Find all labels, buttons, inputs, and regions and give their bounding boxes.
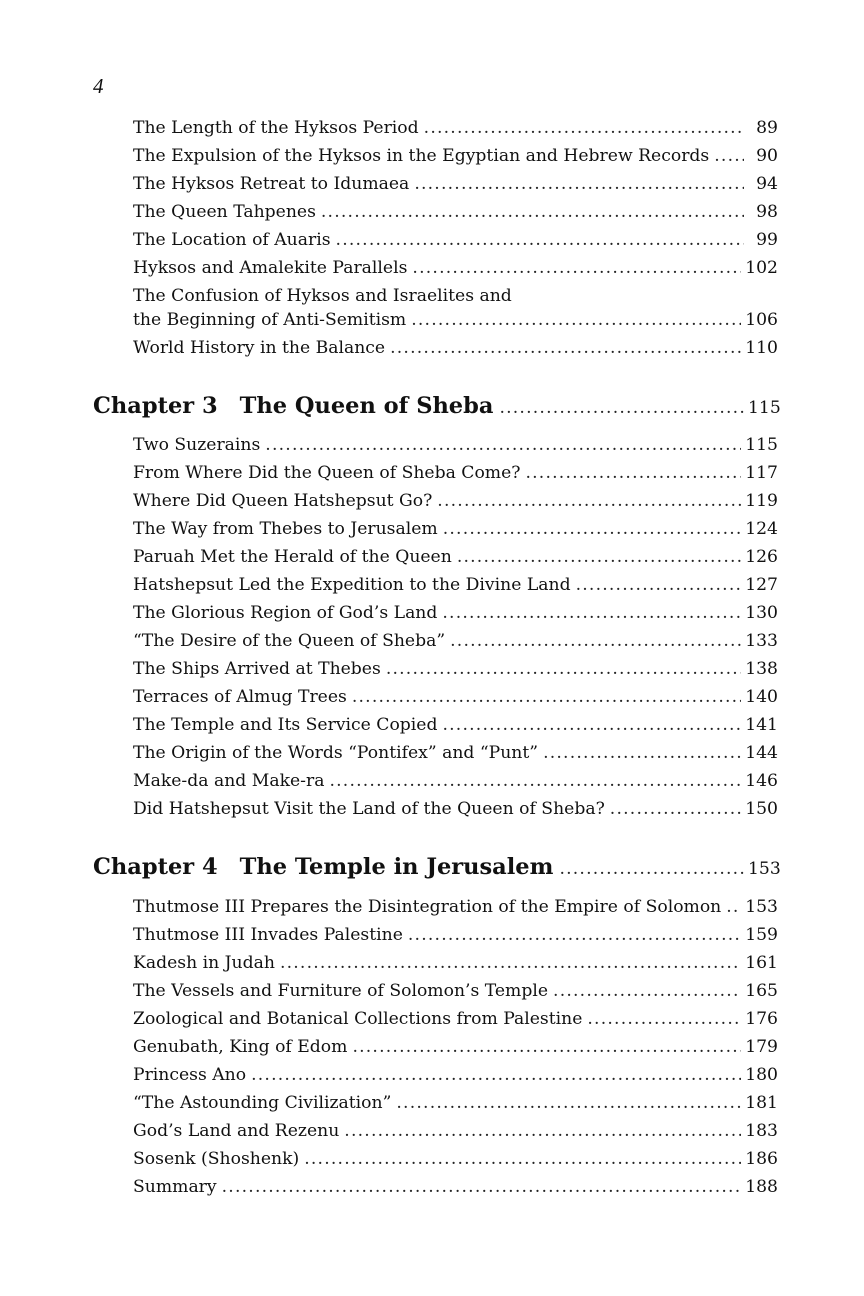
chapter-label: Chapter 4 — [93, 854, 218, 880]
toc-entry[interactable] — [133, 517, 778, 541]
toc-entry-title: Where Did Queen Hatshepsut Go? — [133, 491, 433, 511]
dot-leader — [408, 923, 741, 947]
toc-entry-page: 153 — [745, 897, 778, 917]
dot-leader — [714, 144, 744, 168]
toc-entry[interactable] — [133, 1119, 778, 1143]
toc-entry-title: The Hyksos Retreat to Idumaea — [133, 174, 410, 194]
toc-entry[interactable] — [133, 1007, 778, 1031]
toc-entry-title: The Origin of the Words “Pontifex” and “Punt” — [133, 743, 539, 763]
toc-entry-title: The Glorious Region of God’s Land — [133, 603, 438, 623]
toc-entry-page: 90 — [756, 146, 778, 166]
dot-leader — [265, 433, 741, 457]
dot-leader — [457, 545, 741, 569]
toc-entry-title: The Location of Auaris — [133, 230, 331, 250]
dot-leader — [390, 336, 741, 360]
dot-leader — [443, 517, 741, 541]
dot-leader — [304, 1147, 741, 1171]
dot-leader — [329, 769, 741, 793]
dot-leader — [251, 1063, 741, 1087]
toc-entry[interactable] — [133, 629, 778, 653]
dot-leader — [553, 979, 741, 1003]
toc-entry-page: 94 — [756, 174, 778, 194]
toc-entry-title: “The Desire of the Queen of Sheba” — [133, 631, 446, 651]
toc-entry-title: Paruah Met the Herald of the Queen — [133, 547, 452, 567]
toc-entry-page: 110 — [745, 338, 778, 358]
toc-entry[interactable] — [133, 256, 778, 280]
toc-entry[interactable] — [133, 1091, 778, 1115]
toc-entry-title: From Where Did the Queen of Sheba Come? — [133, 463, 521, 483]
dot-leader — [344, 1119, 741, 1143]
toc-entry-title-line1[interactable]: The Confusion of Hyksos and Israelites and — [133, 286, 512, 306]
dot-leader — [450, 629, 741, 653]
toc-entry-page: 150 — [745, 799, 778, 819]
toc-entry[interactable] — [133, 601, 778, 625]
toc-entry[interactable] — [133, 951, 778, 975]
toc-entry-page: 140 — [745, 687, 778, 707]
toc-entry-title: Summary — [133, 1177, 217, 1197]
toc-entry[interactable] — [133, 545, 778, 569]
dot-leader — [336, 228, 744, 252]
toc-entry[interactable] — [133, 1063, 778, 1087]
dot-leader — [559, 859, 744, 879]
chapter-page: 115 — [748, 398, 781, 418]
toc-entry-title: Two Suzerains — [133, 435, 261, 455]
toc-entry-page: 102 — [745, 258, 778, 278]
toc-entry-title: “The Astounding Civilization” — [133, 1093, 392, 1113]
toc-entry-page: 138 — [745, 659, 778, 679]
chapter-title: The Temple in Jerusalem — [239, 854, 554, 880]
toc-entry[interactable] — [133, 1175, 778, 1199]
toc-entry-page: 176 — [745, 1009, 778, 1029]
toc-entry-title: The Expulsion of the Hyksos in the Egyptian and Hebrew Records — [133, 146, 710, 166]
toc-entry-title: World History in the Balance — [133, 338, 386, 358]
toc-entry-title: The Way from Thebes to Jerusalem — [133, 519, 438, 539]
dot-leader — [222, 1175, 742, 1199]
chapter-page: 153 — [748, 859, 781, 879]
toc-entry[interactable] — [133, 336, 778, 360]
toc-entry-page: 117 — [745, 463, 778, 483]
dot-leader — [543, 741, 741, 765]
toc-entry-page: 161 — [745, 953, 778, 973]
toc-entry[interactable] — [133, 489, 778, 513]
toc-entry-page: 165 — [745, 981, 778, 1001]
toc-entry[interactable] — [133, 657, 778, 681]
toc-entry-title: The Temple and Its Service Copied — [133, 715, 438, 735]
dot-leader — [412, 256, 741, 280]
dot-leader — [587, 1007, 741, 1031]
toc-entry[interactable] — [133, 573, 778, 597]
dot-leader — [499, 398, 744, 418]
toc-entry-page: 180 — [745, 1065, 778, 1085]
chapter-label: Chapter 3 — [93, 393, 218, 419]
dot-leader — [411, 308, 741, 332]
toc-entry[interactable] — [133, 685, 778, 709]
toc-entry[interactable] — [133, 741, 778, 765]
toc-entry[interactable] — [133, 172, 778, 196]
dot-leader — [321, 200, 744, 224]
toc-entry[interactable] — [133, 461, 778, 485]
dot-leader — [386, 657, 741, 681]
dot-leader — [726, 895, 741, 919]
toc-entry-title: Genubath, King of Edom — [133, 1037, 348, 1057]
toc-entry-title: The Length of the Hyksos Period — [133, 118, 419, 138]
toc-entry-page: 181 — [745, 1093, 778, 1113]
toc-entry-title: The Ships Arrived at Thebes — [133, 659, 381, 679]
toc-entry-title: the Beginning of Anti-Semitism — [133, 310, 407, 330]
toc-entry-page: 146 — [745, 771, 778, 791]
toc-entry-title: Thutmose III Invades Palestine — [133, 925, 403, 945]
toc-entry-title: Kadesh in Judah — [133, 953, 275, 973]
toc-entry-title: The Vessels and Furniture of Solomon’s Temple — [133, 981, 549, 1001]
chapter-title: The Queen of Sheba — [239, 393, 494, 419]
toc-entry[interactable] — [133, 308, 778, 332]
toc-entry[interactable] — [133, 433, 778, 457]
toc-entry[interactable] — [133, 713, 778, 737]
dot-leader — [525, 461, 741, 485]
toc-entry-page: 98 — [756, 202, 778, 222]
toc-entry[interactable] — [133, 144, 778, 168]
toc-entry-page: 89 — [756, 118, 778, 138]
toc-entry-page: 99 — [756, 230, 778, 250]
toc-entry[interactable] — [133, 923, 778, 947]
dot-leader — [352, 1035, 741, 1059]
toc-entry-page: 183 — [745, 1121, 778, 1141]
toc-entry-title: The Queen Tahpenes — [133, 202, 316, 222]
toc-entry-title: Did Hatshepsut Visit the Land of the Queen of Sheba? — [133, 799, 605, 819]
dot-leader — [576, 573, 742, 597]
toc-entry-page: 144 — [745, 743, 778, 763]
page-number: 4 — [93, 74, 104, 98]
toc-entry-page: 130 — [745, 603, 778, 623]
toc-entry-title: Sosenk (Shoshenk) — [133, 1149, 300, 1169]
toc-entry[interactable] — [133, 228, 778, 252]
toc-entry-title: God’s Land and Rezenu — [133, 1121, 340, 1141]
toc-entry-page: 119 — [745, 491, 778, 511]
toc-entry[interactable] — [133, 769, 778, 793]
toc-entry-page: 179 — [745, 1037, 778, 1057]
dot-leader — [280, 951, 741, 975]
toc-entry-page: 159 — [745, 925, 778, 945]
toc-entry-page: 141 — [745, 715, 778, 735]
toc-entry[interactable] — [133, 895, 778, 919]
toc-entry-page: 127 — [745, 575, 778, 595]
dot-leader — [442, 713, 741, 737]
dot-leader — [610, 797, 741, 821]
dot-leader — [437, 489, 741, 513]
dot-leader — [396, 1091, 741, 1115]
dot-leader — [442, 601, 741, 625]
dot-leader — [352, 685, 741, 709]
toc-entry-title: Princess Ano — [133, 1065, 247, 1085]
toc-entry-page: 188 — [745, 1177, 778, 1197]
toc-entry[interactable] — [133, 797, 778, 821]
toc-entry-page: 115 — [745, 435, 778, 455]
toc-entry-page: 126 — [745, 547, 778, 567]
toc-entry-title: Zoological and Botanical Collections from Palestine — [133, 1009, 583, 1029]
toc-entry-page: 106 — [745, 310, 778, 330]
dot-leader — [424, 116, 744, 140]
toc-entry-title: Hatshepsut Led the Expedition to the Divine Land — [133, 575, 571, 595]
toc-entry[interactable] — [133, 979, 778, 1003]
toc-entry-page: 124 — [745, 519, 778, 539]
toc-entry-title: Terraces of Almug Trees — [133, 687, 347, 707]
chapter-heading[interactable] — [93, 854, 781, 880]
toc-entry[interactable] — [133, 200, 778, 224]
toc-entry-title: Make-da and Make-ra — [133, 771, 325, 791]
toc-entry[interactable] — [133, 1035, 778, 1059]
toc-entry-title: Hyksos and Amalekite Parallels — [133, 258, 408, 278]
toc-entry[interactable] — [133, 1147, 778, 1171]
toc-entry[interactable] — [133, 116, 778, 140]
toc-entry-page: 133 — [745, 631, 778, 651]
dot-leader — [414, 172, 744, 196]
chapter-heading[interactable] — [93, 393, 781, 419]
toc-entry-title: Thutmose III Prepares the Disintegration of the Empire of Solomon — [133, 897, 722, 917]
toc-entry-page: 186 — [745, 1149, 778, 1169]
